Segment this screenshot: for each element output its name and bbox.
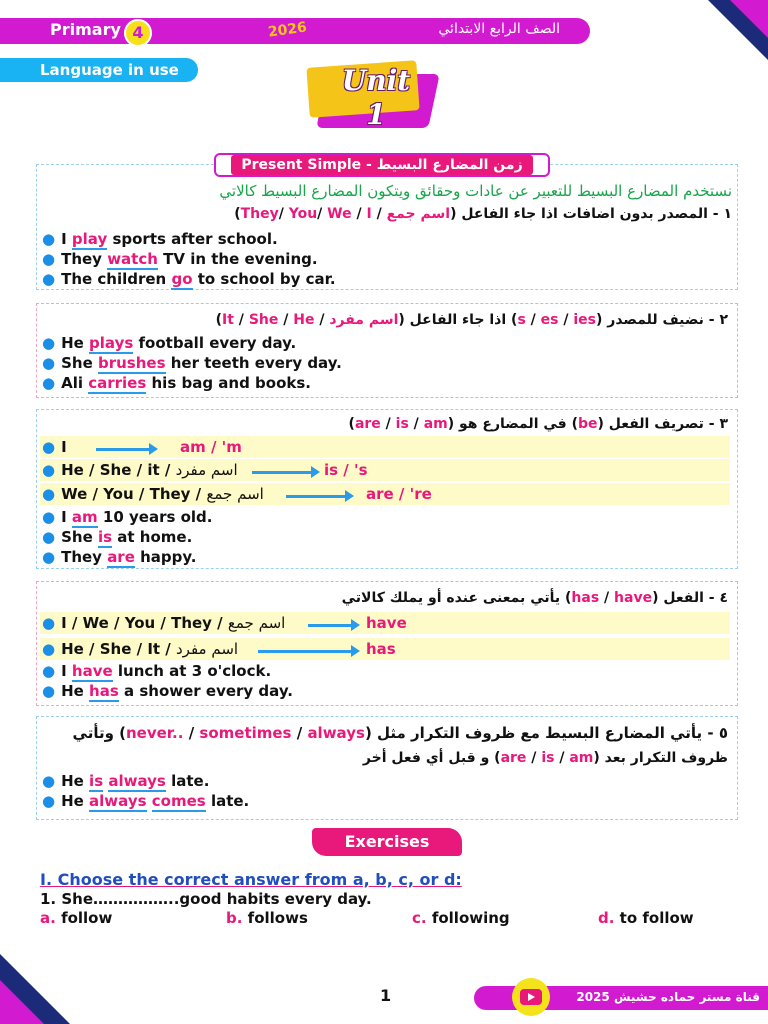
rule2-example-1: ● He plays football every day. [42,334,297,352]
rule3-row-3-form: are / 're [366,485,432,503]
rule3-heading: ٣ - تصريف الفعل (be) في المضارع هو (are / is / am) [348,416,728,432]
arrow-icon [252,471,314,474]
section-tag: Language in use [0,58,198,82]
rule3-example-2: ● She is at home. [42,528,193,546]
arrow-icon [308,624,354,627]
rule4-example-2: ● He has a shower every day. [42,682,293,700]
rule1-example-3: ● The children go to school by car. [42,270,336,288]
rule1-example-2: ● They watch TV in the evening. [42,250,318,268]
rule4-example-1: ● I have lunch at 3 o'clock. [42,662,272,680]
grade-arabic-label: الصف الرابع الابتدائي [438,21,560,37]
rule4-row-1-form: have [366,614,407,632]
rule3-example-3: ● They are happy. [42,548,197,566]
page-number: 1 [380,986,392,1005]
exercises-label: Exercises [312,828,462,856]
channel-label: قناة مستر حماده حشيش 2025 [576,990,760,1004]
rule5-example-2: ● He always comes late. [42,792,250,810]
grade-number-badge: 4 [124,19,152,47]
rule4-row-1: ● I / We / You / They / اسم جمع [42,614,286,632]
rule4-row-2-form: has [366,640,396,658]
unit-badge [296,58,466,148]
rule3-row-2-form: is / 's [324,461,368,479]
rule1-example-1: ● I play sports after school. [42,230,278,248]
rule3-row-3: ● We / You / They / اسم جمع [42,485,264,503]
rule2-example-3: ● Ali carries his bag and books. [42,374,312,392]
rule4-row-2: ● He / She / It / اسم مفرد [42,640,239,658]
rule2-heading: ٢ - نضيف للمصدر (s / es / ies) اذا جاء الفاعل (اسم مفرد / It / She / He) [215,312,728,328]
rule3-example-1: ● I am 10 years old. [42,508,213,526]
youtube-icon[interactable] [520,989,542,1005]
option-c[interactable]: c. following [412,909,510,927]
unit-word: Unit [341,64,411,97]
rule2-example-2: ● She brushes her teeth every day. [42,354,342,372]
arrow-icon [258,650,354,653]
rule3-row-1: ● I [42,438,67,456]
primary-label: Primary [50,20,121,39]
option-b[interactable]: b. follows [226,909,308,927]
lesson-title-text: Present Simple - زمن المضارع البسيط [231,155,532,175]
rule5-example-1: ● He is always late. [42,772,210,790]
arrow-icon [286,495,348,498]
rule4-heading: ٤ - الفعل (has / have) يأتي بمعنى عنده أو يملك كالاتي [341,590,728,606]
lesson-title [214,153,550,177]
rule1-heading: ١ - المصدر بدون اضافات اذا جاء الفاعل (اسم جمع / They/ You/ We / I) [234,206,732,222]
exercise-heading: I. Choose the correct answer from a, b, c, or d: [40,870,462,889]
top-right-corner-accent [730,0,768,38]
arrow-icon [96,448,152,451]
exercise-question: 1. She……………..good habits every day. [40,890,372,908]
rule1-intro: نستخدم المضارع البسيط للتعبير عن عادات وحقائق ويتكون المضارع البسيط كالاتي [219,182,732,200]
rule3-row-2: ● He / She / it / اسم مفرد [42,461,238,479]
bottom-left-corner-accent [0,980,44,1024]
rule5-heading: ٥ - يأتي المضارع البسيط مع ظروف التكرار مثل (never.. / sometimes / always) وتأتي [72,724,728,742]
option-d[interactable]: d. to follow [598,909,694,927]
unit-number: 1 [366,98,386,131]
rule3-highlight-1 [40,436,730,458]
option-a[interactable]: a. follow [40,909,113,927]
rule3-row-1-form: am / 'm [180,438,242,456]
year-label: 2026 [267,19,308,41]
rule5-heading-2: ظروف التكرار بعد (are / is / am) و قبل أي فعل أخر [362,750,728,766]
